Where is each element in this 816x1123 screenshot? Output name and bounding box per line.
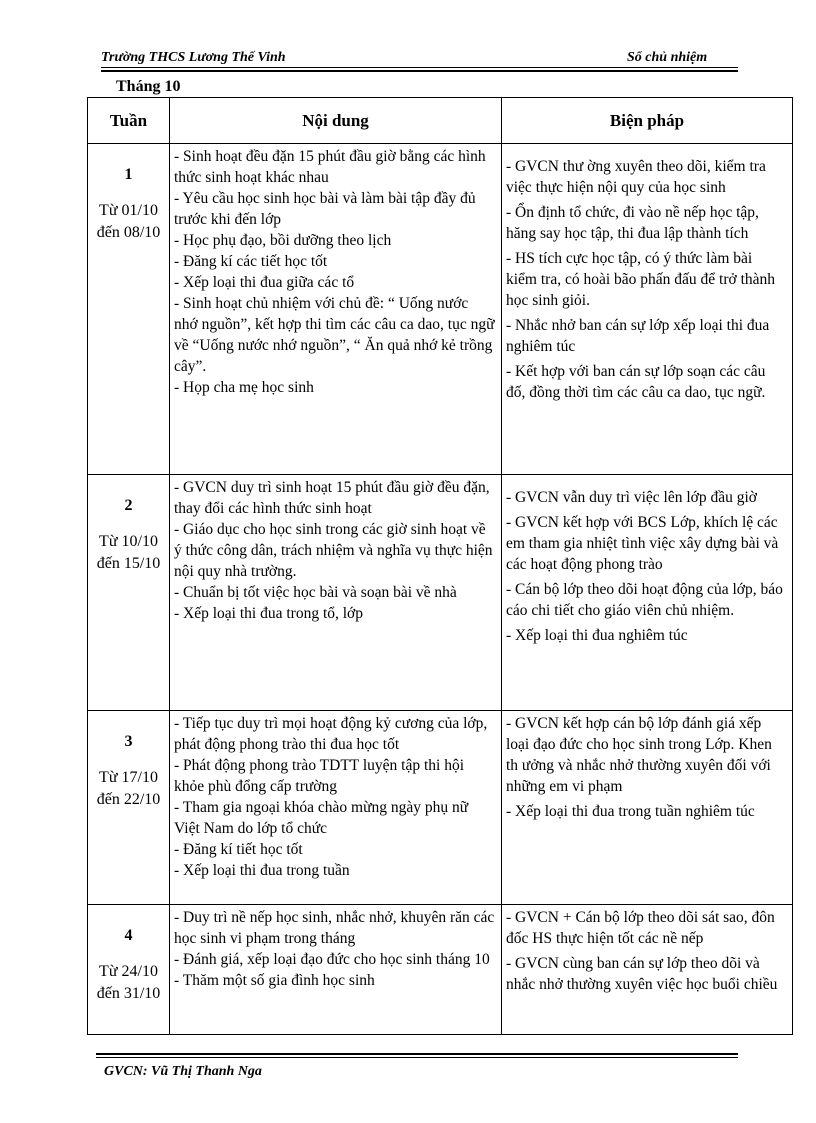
content-cell: [170, 905, 502, 1035]
header-rule-thick: [101, 70, 738, 72]
measure-item: - GVCN vẫn duy trì việc lên lớp đầu giờ: [506, 489, 757, 506]
week-cell: [88, 711, 170, 905]
page-header: [101, 50, 738, 68]
content-text: - Duy trì nề nếp học sinh, nhắc nhở, khuyên răn các học sinh vi phạm trong tháng - Đánh giá, xếp loại đạo đức cho học sinh tháng 10 - Thăm một số gia đình học sinh: [174, 909, 495, 989]
column-header-content: Nội dung: [170, 98, 502, 144]
measure-item: - GVCN kết hợp với BCS Lớp, khích lệ các em tham gia nhiệt tình việc xây dựng bài và các hoạt động phong trào: [506, 514, 779, 573]
measure-item: - GVCN thư ờng xuyên theo dõi, kiểm tra việc thực hiện nội quy của học sinh: [506, 158, 766, 196]
measure-item: - Ổn định tổ chức, đi vào nề nếp học tập, hăng say học tập, thi đua lập thành tích: [506, 204, 759, 242]
measures-cell: [502, 475, 793, 711]
book-title: Sổ chủ nhiệm: [627, 50, 708, 65]
week-number: 2: [124, 497, 133, 514]
week-number: 1: [124, 166, 133, 183]
footer-rule-thick: [96, 1053, 738, 1055]
content-text: - Tiếp tục duy trì mọi hoạt động kỷ cương của lớp, phát động phong trào thi đua học tốt - Phát động phong trào TDTT luyện tập thi hội khỏe phù đổng cấp trường - Tham gia ngoại khóa chào mừng ngày phụ nữ Việt Nam do lớp tổ chức - Đăng kí tiết học tốt - Xếp loại thi đua trong tuần: [174, 715, 488, 879]
school-name: Trường THCS Lương Thế Vinh: [101, 50, 286, 65]
week-cell: [88, 144, 170, 475]
table-header-row: [88, 98, 793, 144]
measure-item: - Kết hợp với ban cán sự lớp soạn các câu đố, đồng thời tìm các câu ca dao, tục ngữ.: [506, 363, 766, 401]
week-number: 3: [124, 733, 133, 750]
week-range: Từ 24/10 đến 31/10: [96, 963, 161, 1002]
content-text: - GVCN duy trì sinh hoạt 15 phút đầu giờ đều đặn, thay đổi các hình thức sinh hoạt - Giáo dục cho học sinh trong các giờ sinh hoạt về ý thức công dân, trách nhiệm và nghĩa vụ thực hiện nội quy nhà trường. - Chuẩn bị tốt việc học bài và soạn bài về nhà - Xếp loại thi đua trong tổ, lớp: [174, 479, 493, 622]
column-header-measures: Biện pháp: [502, 98, 793, 144]
week-range: Từ 17/10 đến 22/10: [96, 769, 161, 808]
content-cell: [170, 711, 502, 905]
table-row: [88, 475, 793, 711]
measure-item: - GVCN kết hợp cán bộ lớp đánh giá xếp loại đạo đức cho học sinh trong Lớp. Khen th ưởng và nhắc nhở thường xuyên đối với những em vi phạm: [506, 715, 772, 795]
table-row: [88, 144, 793, 475]
content-text: - Sinh hoạt đều đặn 15 phút đầu giờ bằng các hình thức sinh hoạt khác nhau - Yêu cầu học sinh học bài và làm bài tập đầy đủ trước khi đến lớp - Học phụ đạo, bồi dưỡng theo lịch - Đăng kí các tiết học tốt - Xếp loại thi đua giữa các tổ - Sinh hoạt chủ nhiệm với chủ đề: “ Uống nước nhớ nguồn”, kết hợp thi tìm các câu ca dao, tục ngữ về “Uống nước nhớ nguồn”, “ Ăn quả nhớ kẻ trồng cây”. - Họp cha mẹ học sinh: [174, 148, 495, 396]
month-title: Tháng 10: [116, 78, 181, 95]
measures-cell: [502, 905, 793, 1035]
week-cell: [88, 905, 170, 1035]
measure-item: - GVCN cùng ban cán sự lớp theo dõi và nhắc nhở thường xuyên việc học buổi chiều: [506, 955, 778, 993]
measure-item: - Nhắc nhở ban cán sự lớp xếp loại thi đua nghiêm túc: [506, 317, 770, 355]
week-range: Từ 10/10 đến 15/10: [96, 533, 161, 572]
table-row: [88, 905, 793, 1035]
content-cell: [170, 144, 502, 475]
table-row: [88, 711, 793, 905]
teacher-name: GVCN: Vũ Thị Thanh Nga: [104, 1064, 262, 1079]
measure-item: - Xếp loại thi đua trong tuần nghiêm túc: [506, 803, 755, 820]
week-number: 4: [124, 927, 133, 944]
header-rule: [101, 67, 738, 68]
content-cell: [170, 475, 502, 711]
week-range: Từ 01/10 đến 08/10: [96, 202, 161, 241]
column-header-week: Tuần: [88, 98, 170, 144]
measures-cell: [502, 711, 793, 905]
measure-item: - HS tích cực học tập, có ý thức làm bài kiểm tra, có hoài bão phấn đấu để trở thành học sinh giỏi.: [506, 250, 776, 309]
week-cell: [88, 475, 170, 711]
measure-item: - GVCN + Cán bộ lớp theo dõi sát sao, đôn đốc HS thực hiện tốt các nề nếp: [506, 909, 775, 947]
measures-cell: [502, 144, 793, 475]
measure-item: - Cán bộ lớp theo dõi hoạt động của lớp, báo cáo chi tiết cho giáo viên chủ nhiệm.: [506, 581, 783, 619]
monthly-plan-table: [87, 97, 793, 1035]
footer-rule: [96, 1057, 738, 1058]
measure-item: - Xếp loại thi đua nghiêm túc: [506, 627, 688, 644]
